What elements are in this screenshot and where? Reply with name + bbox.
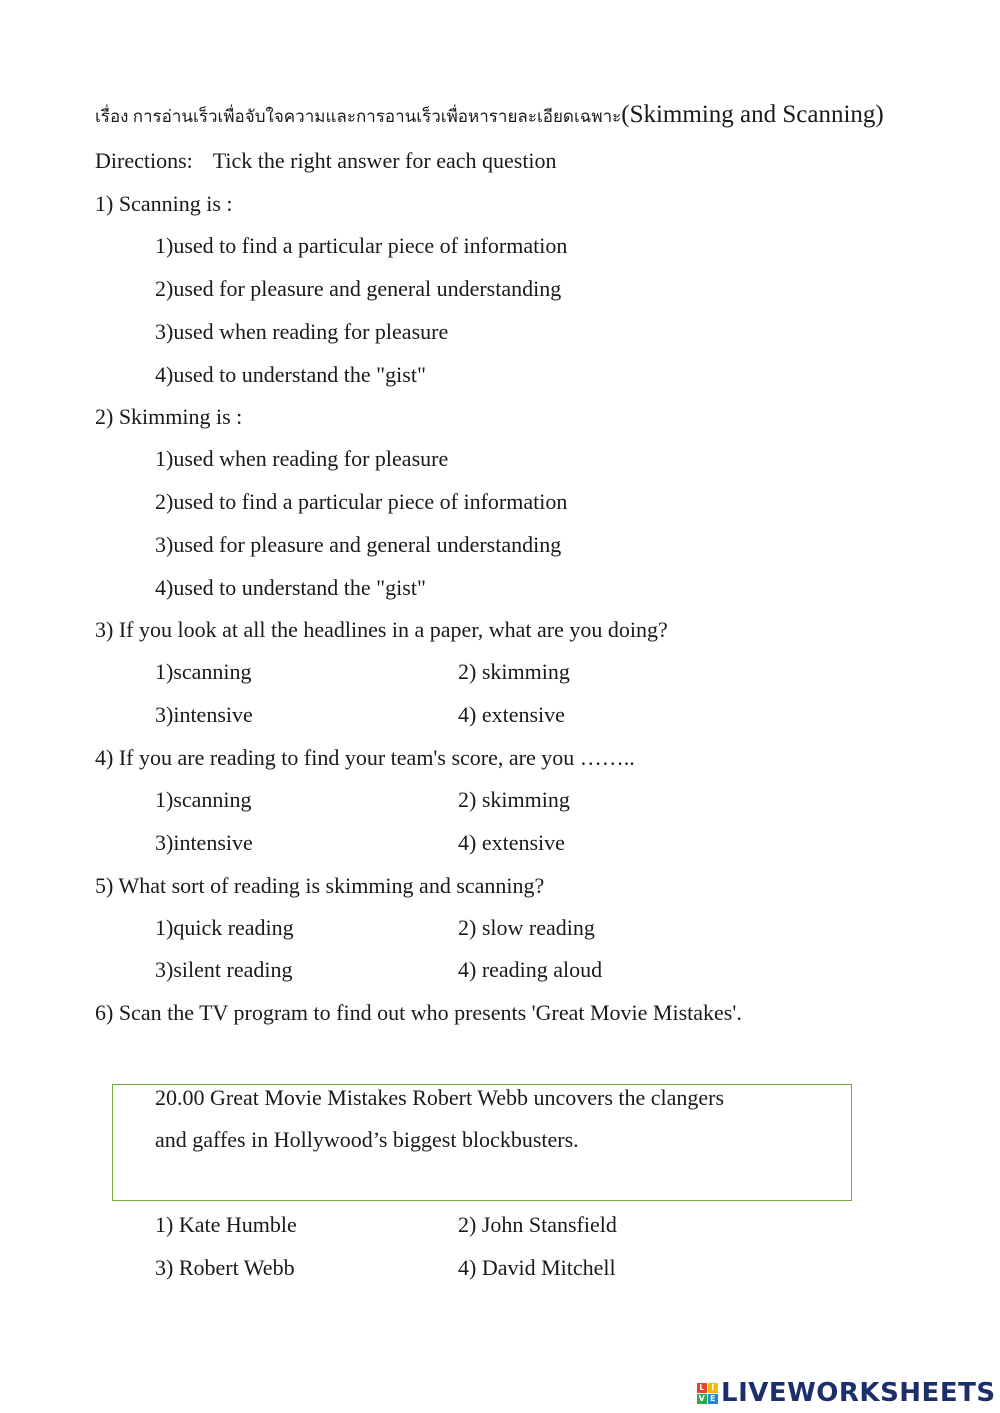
q6-option-2[interactable]: 2) John Stansfield bbox=[458, 1212, 617, 1237]
q3-option-3[interactable]: 3)intensive bbox=[155, 702, 253, 727]
q5-option-2[interactable]: 2) slow reading bbox=[458, 915, 595, 940]
q6-option-4[interactable]: 4) David Mitchell bbox=[458, 1255, 616, 1280]
logo-text: LIVEWORKSHEETS bbox=[721, 1378, 996, 1408]
q6-option-3[interactable]: 3) Robert Webb bbox=[155, 1255, 295, 1280]
passage-line-1: 20.00 Great Movie Mistakes Robert Webb uncovers the clangers bbox=[155, 1085, 725, 1110]
directions-label: Directions: bbox=[95, 148, 193, 173]
q3-option-2[interactable]: 2) skimming bbox=[458, 659, 570, 684]
q3-option-1[interactable]: 1)scanning bbox=[155, 659, 252, 684]
question-5: 5) What sort of reading is skimming and scanning? bbox=[95, 873, 545, 898]
q2-option-1[interactable]: 1)used when reading for pleasure bbox=[155, 446, 449, 471]
q4-option-3[interactable]: 3)intensive bbox=[155, 830, 253, 855]
q2-option-2[interactable]: 2)used to find a particular piece of information bbox=[155, 489, 568, 514]
logo-mark-icon: L I V E bbox=[697, 1383, 718, 1404]
q4-option-1[interactable]: 1)scanning bbox=[155, 787, 252, 812]
english-title: (Skimming and Scanning) bbox=[621, 101, 884, 128]
worksheet-title bbox=[95, 101, 884, 130]
q2-option-4[interactable]: 4)used to understand the "gist" bbox=[155, 575, 426, 600]
liveworksheets-logo bbox=[697, 1378, 996, 1408]
q4-option-2[interactable]: 2) skimming bbox=[458, 787, 570, 812]
q3-option-4[interactable]: 4) extensive bbox=[458, 702, 565, 727]
thai-title: เรื่อง การอ่านเร็วเพื่อจับใจความและการอานเร็วเพื่อหารายละเอียดเฉพาะ bbox=[95, 107, 622, 126]
q2-option-3[interactable]: 3)used for pleasure and general understanding bbox=[155, 532, 562, 557]
q5-option-1[interactable]: 1)quick reading bbox=[155, 915, 294, 940]
question-3: 3) If you look at all the headlines in a paper, what are you doing? bbox=[95, 617, 668, 642]
q5-option-4[interactable]: 4) reading aloud bbox=[458, 957, 603, 982]
directions bbox=[95, 148, 557, 174]
question-6: 6) Scan the TV program to find out who presents 'Great Movie Mistakes'. bbox=[95, 1000, 742, 1025]
q1-option-3[interactable]: 3)used when reading for pleasure bbox=[155, 319, 449, 344]
q5-option-3[interactable]: 3)silent reading bbox=[155, 957, 293, 982]
question-4: 4) If you are reading to find your team's score, are you …….. bbox=[95, 745, 635, 770]
q4-option-4[interactable]: 4) extensive bbox=[458, 830, 565, 855]
q1-option-2[interactable]: 2)used for pleasure and general understanding bbox=[155, 276, 562, 301]
q1-option-1[interactable]: 1)used to find a particular piece of information bbox=[155, 233, 568, 258]
question-1: 1) Scanning is : bbox=[95, 191, 233, 216]
q1-option-4[interactable]: 4)used to understand the "gist" bbox=[155, 362, 426, 387]
passage-line-2: and gaffes in Hollywood’s biggest blockbusters. bbox=[155, 1127, 579, 1152]
q6-option-1[interactable]: 1) Kate Humble bbox=[155, 1212, 297, 1237]
question-2: 2) Skimming is : bbox=[95, 404, 243, 429]
directions-text: Tick the right answer for each question bbox=[212, 148, 557, 173]
